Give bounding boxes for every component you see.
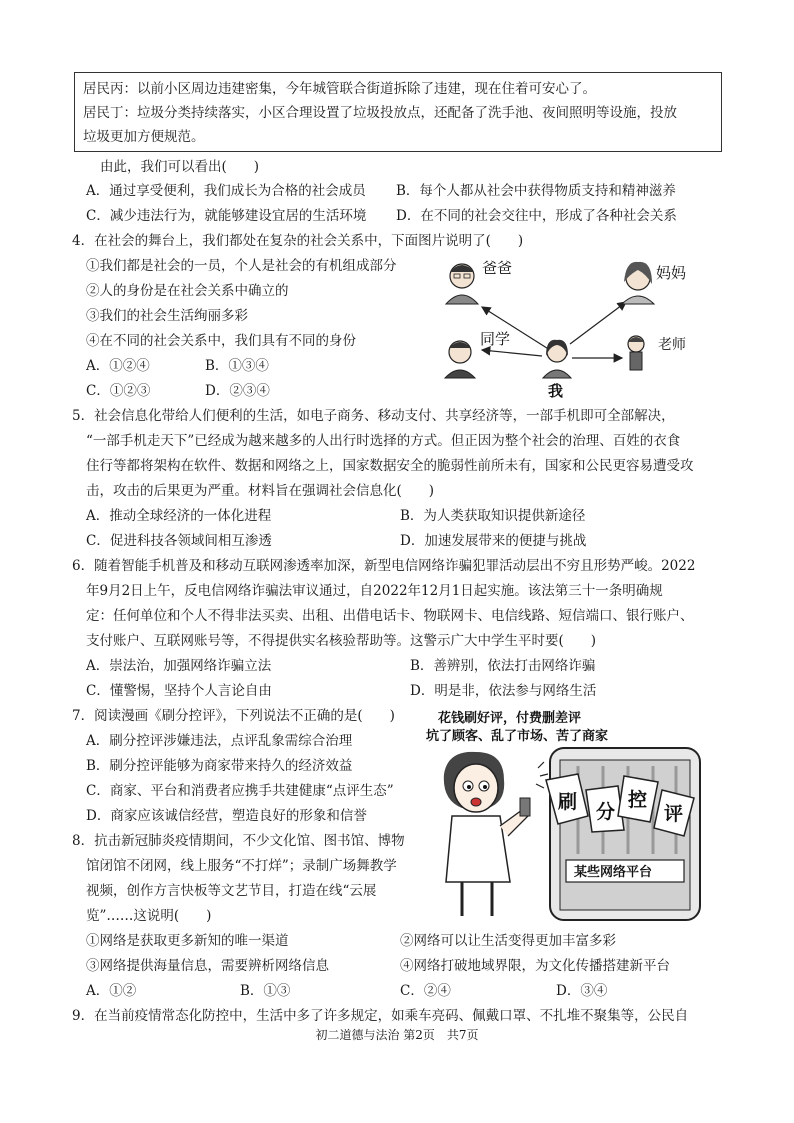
q5-option-c: C．促进科技各领域间相互渗透 bbox=[86, 533, 272, 549]
q3-option-c: C．减少违法行为，就能够建设宜居的生活环境 bbox=[86, 208, 367, 224]
q8-line-3: 视频，创作方言快板等文艺节目，打造在线“云展 bbox=[86, 883, 377, 899]
q6-line-2: 年9月2日上午，反电信网络诈骗法审议通过，自2022年12月1日起实施。该法第三十一条明确规 bbox=[86, 583, 663, 599]
teacher-avatar-icon bbox=[628, 336, 644, 370]
material-box bbox=[74, 72, 722, 152]
cartoon-caption-1: 花钱刷好评，付费删差评 bbox=[438, 711, 582, 726]
q8-option-a: A．①② bbox=[86, 983, 137, 999]
q5-option-d: D．加速发展带来的便捷与挑战 bbox=[400, 533, 587, 549]
q8-line-4: 览”……这说明( ) bbox=[86, 908, 212, 924]
bucket-word-2: 分 bbox=[596, 801, 616, 823]
q8-line-1: 8．抗击新冠肺炎疫情期间，不少文化馆、图书馆、博物 bbox=[72, 833, 405, 849]
q3-option-a: A．通过享受便利，我们成长为合格的社会成员 bbox=[86, 183, 366, 199]
material-line: 垃圾更加方便规范。 bbox=[83, 129, 205, 145]
q7-option-c: C．商家、平台和消费者应携手共建健康“点评生态” bbox=[86, 783, 394, 799]
teacher-label: 老师 bbox=[658, 337, 686, 353]
q7-stem: 7．阅读漫画《刷分控评》，下列说法不正确的是( ) bbox=[72, 708, 395, 724]
q8-statement-4: ④网络打破地域界限，为文化传播搭建新平台 bbox=[400, 958, 670, 974]
q4-statement-4: ④在不同的社会关系中，我们具有不同的身份 bbox=[86, 333, 356, 349]
q3-stem: 由此，我们可以看出( ) bbox=[100, 159, 260, 175]
relationship-figure bbox=[440, 252, 710, 402]
q6-line-3: 定：任何单位和个人不得非法买卖、出租、出借电话卡、物联网卡、电信线路、短信端口、银行账户、 bbox=[86, 608, 694, 624]
mom-avatar-icon bbox=[622, 262, 654, 304]
q8-option-d: D．③④ bbox=[556, 983, 608, 999]
bucket-word-1: 刷 bbox=[558, 791, 578, 813]
q4-statement-2: ②人的身份是在社会关系中确立的 bbox=[86, 283, 289, 299]
q8-option-b: B．①③ bbox=[240, 983, 291, 999]
bucket-word-4: 评 bbox=[664, 803, 684, 825]
cartoon-caption-2: 坑了顾客、乱了市场、苦了商家 bbox=[426, 729, 609, 744]
bucket-word-3: 控 bbox=[628, 789, 648, 811]
q8-statement-3: ③网络提供海量信息，需要辨析网络信息 bbox=[86, 958, 329, 974]
q6-option-b: B．善辨别，依法打击网络诈骗 bbox=[410, 658, 596, 674]
q9-line-1: 9．在当前疫情常态化防控中，生活中多了许多规定，如乘车亮码、佩戴口罩、不扎堆不聚集等，公民自 bbox=[72, 1008, 689, 1024]
page-footer: 初二道德与法治 第2页 共7页 bbox=[315, 1028, 479, 1042]
q8-statement-1: ①网络是获取更多新知的唯一渠道 bbox=[86, 933, 289, 949]
q4-stem: 4．在社会的舞台上，我们都处在复杂的社会关系中，下面图片说明了( ) bbox=[72, 233, 524, 249]
dad-label: 爸爸 bbox=[482, 259, 513, 277]
q4-option-d: D．②③④ bbox=[205, 383, 270, 399]
q3-option-b: B．每个人都从社会中获得物质支持和精神滋养 bbox=[396, 183, 676, 199]
q5-line-1: 5．社会信息化带给人们便利的生活，如电子商务、移动支付、共享经济等，一部手机即可全部解决， bbox=[72, 408, 675, 424]
q8-option-c: C．②④ bbox=[400, 983, 451, 999]
platform-label: 某些网络平台 bbox=[574, 865, 653, 880]
material-line: 居民丙：以前小区周边违建密集，今年城管联合街道拆除了违建，现在住着可安心了。 bbox=[83, 81, 596, 97]
q7-option-b: B．刷分控评能够为商家带来持久的经济效益 bbox=[86, 758, 353, 774]
q5-line-2: “一部手机走天下”已经成为越来越多的人出行时选择的方式。但正因为整个社会的治理、百姓的衣食 bbox=[86, 433, 681, 449]
q6-option-c: C．懂警惕，坚持个人言论自由 bbox=[86, 683, 272, 699]
q3-option-d: D．在不同的社会交往中，形成了各种社会关系 bbox=[396, 208, 677, 224]
q5-line-3: 住行等都将架构在软件、数据和网络之上，国家数据安全的脆弱性前所未有，国家和公民更容易遭受攻 bbox=[86, 458, 694, 474]
classmate-label: 同学 bbox=[480, 330, 511, 348]
mom-label: 妈妈 bbox=[656, 264, 687, 282]
q7-option-a: A．刷分控评涉嫌违法，点评乱象需综合治理 bbox=[86, 733, 353, 749]
dad-avatar-icon bbox=[446, 264, 478, 304]
q5-line-4: 击，攻击的后果更为严重。材料旨在强调社会信息化( ) bbox=[86, 483, 435, 499]
q6-option-a: A．崇法治，加强网络诈骗立法 bbox=[86, 658, 272, 674]
q6-line-1: 6．随着智能手机普及和移动互联网渗透率加深，新型电信网络诈骗犯罪活动层出不穷且形势严峻。2022 bbox=[72, 558, 696, 574]
q5-option-b: B．为人类获取知识提供新途径 bbox=[400, 508, 586, 524]
q8-line-2: 馆闭馆不闭网，线上服务“不打烊”；录制广场舞教学 bbox=[86, 858, 397, 874]
q7-option-d: D．商家应该诚信经营，塑造良好的形象和信誉 bbox=[86, 808, 367, 824]
q4-statement-1: ①我们都是社会的一员，个人是社会的有机组成部分 bbox=[86, 258, 397, 274]
q4-statement-3: ③我们的社会生活绚丽多彩 bbox=[86, 308, 248, 324]
q5-option-a: A．推动全球经济的一体化进程 bbox=[86, 508, 272, 524]
cartoon-figure bbox=[418, 706, 718, 924]
q6-line-4: 支付账户、互联网账号等，不得提供实名核验帮助等。这警示广大中学生平时要( ) bbox=[86, 633, 597, 649]
material-line: 居民丁：垃圾分类持续落实，小区合理设置了垃圾投放点，还配备了洗手池、夜间照明等设施，投放 bbox=[83, 105, 677, 121]
me-avatar-icon bbox=[543, 340, 571, 378]
classmate-avatar-icon bbox=[445, 341, 475, 378]
q4-option-b: B．①③④ bbox=[205, 358, 269, 374]
q8-statement-2: ②网络可以让生活变得更加丰富多彩 bbox=[400, 933, 616, 949]
me-label: 我 bbox=[548, 382, 564, 400]
q6-option-d: D．明是非，依法参与网络生活 bbox=[410, 683, 597, 699]
girl-character-icon bbox=[444, 752, 548, 916]
q4-option-c: C．①②③ bbox=[86, 383, 151, 399]
q4-option-a: A．①②④ bbox=[86, 358, 150, 374]
